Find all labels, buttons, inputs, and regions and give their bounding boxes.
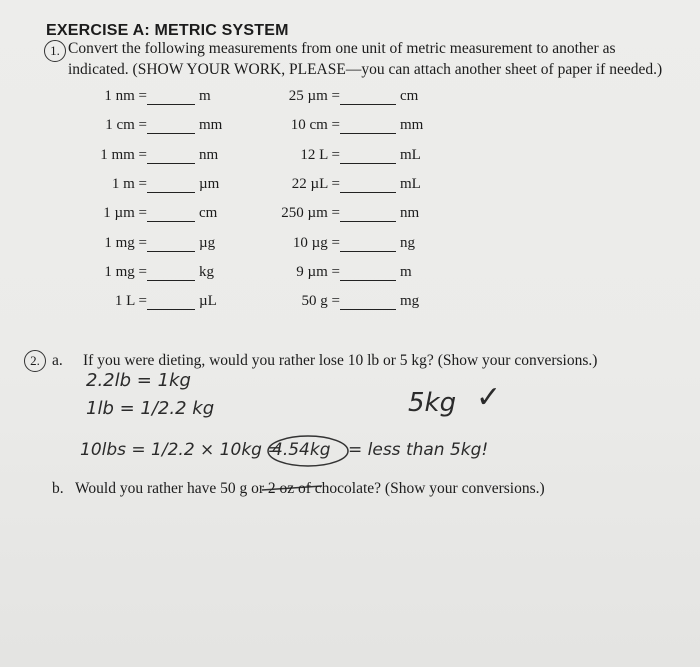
- conversion-to-unit: µg: [199, 234, 216, 251]
- conversion-from: 1 mm =: [100, 146, 147, 163]
- conversion-to-unit: mm: [199, 117, 223, 134]
- conversion-to-unit: mL: [400, 175, 421, 192]
- conversion-from: 50 g =: [301, 293, 340, 310]
- conversion-from: 1 m =: [111, 175, 147, 192]
- question-2a-text: If you were dieting, would you rather lose 10 lb or 5 kg? (Show your conversions.): [83, 352, 598, 369]
- conversion-from: 10 µg =: [292, 234, 340, 251]
- conversion-to-unit: mg: [400, 293, 420, 310]
- conversion-from: 1 mg =: [104, 263, 147, 280]
- conversion-to-unit: µm: [199, 175, 220, 192]
- question-1-number: 1.: [44, 40, 66, 62]
- handwriting-answer: 5kg: [408, 388, 457, 418]
- conversion-from: 1 µm =: [103, 205, 147, 222]
- answer-circle: [268, 436, 348, 466]
- conversion-to-unit: m: [199, 88, 211, 104]
- conversion-from: 12 L =: [300, 146, 340, 163]
- check-mark-icon: ✓: [476, 380, 502, 415]
- question-2-number: 2.: [24, 350, 46, 372]
- handwriting-line-3a: 10lbs = 1/2.2 × 10kg =: [80, 440, 282, 460]
- conversion-from: 1 L =: [114, 293, 147, 310]
- conversion-to-unit: ng: [400, 234, 415, 251]
- conversion-from: 1 nm =: [104, 88, 147, 104]
- conversion-from: 1 cm =: [105, 117, 147, 134]
- question-2b-text: Would you rather have 50 g or 2 oz of chocolate? (Show your conversions.): [75, 480, 545, 497]
- handwriting-line-2: 1lb = 1/2.2 kg: [86, 398, 215, 419]
- conversion-to-unit: mL: [400, 146, 421, 163]
- handwriting-line-3b: = less than 5kg!: [348, 440, 489, 460]
- conversion-to-unit: kg: [199, 263, 214, 280]
- question-2a-label: a.: [52, 352, 63, 369]
- exercise-title: EXERCISE A: METRIC SYSTEM: [46, 22, 289, 39]
- conversion-to-unit: cm: [199, 205, 218, 222]
- conversion-to-unit: nm: [400, 205, 420, 222]
- conversion-from: 250 µm =: [281, 205, 340, 222]
- conversion-to-unit: nm: [199, 146, 219, 163]
- conversion-from: 25 µm =: [288, 88, 340, 104]
- conversion-from: 10 cm =: [290, 117, 340, 134]
- handwriting-circled-answer: 4.54kg: [272, 440, 331, 460]
- conversion-to-unit: mm: [400, 117, 424, 134]
- conversion-to-unit: cm: [400, 88, 419, 104]
- conversion-to-unit: µL: [199, 293, 217, 310]
- conversion-to-unit: m: [400, 263, 412, 280]
- question-2b-label: b.: [52, 480, 64, 497]
- conversion-from: 22 µL =: [291, 175, 340, 192]
- handwriting-line-1: 2.2lb = 1kg: [86, 370, 191, 391]
- question-1-text: Convert the following measurements from one unit of metric measurement to another as indicated. (SHOW YOUR WORK, PLEASE—you can attach another sheet of paper if needed.): [68, 40, 663, 78]
- conversion-from: 9 µm =: [296, 263, 340, 280]
- conversion-from: 1 mg =: [104, 234, 147, 251]
